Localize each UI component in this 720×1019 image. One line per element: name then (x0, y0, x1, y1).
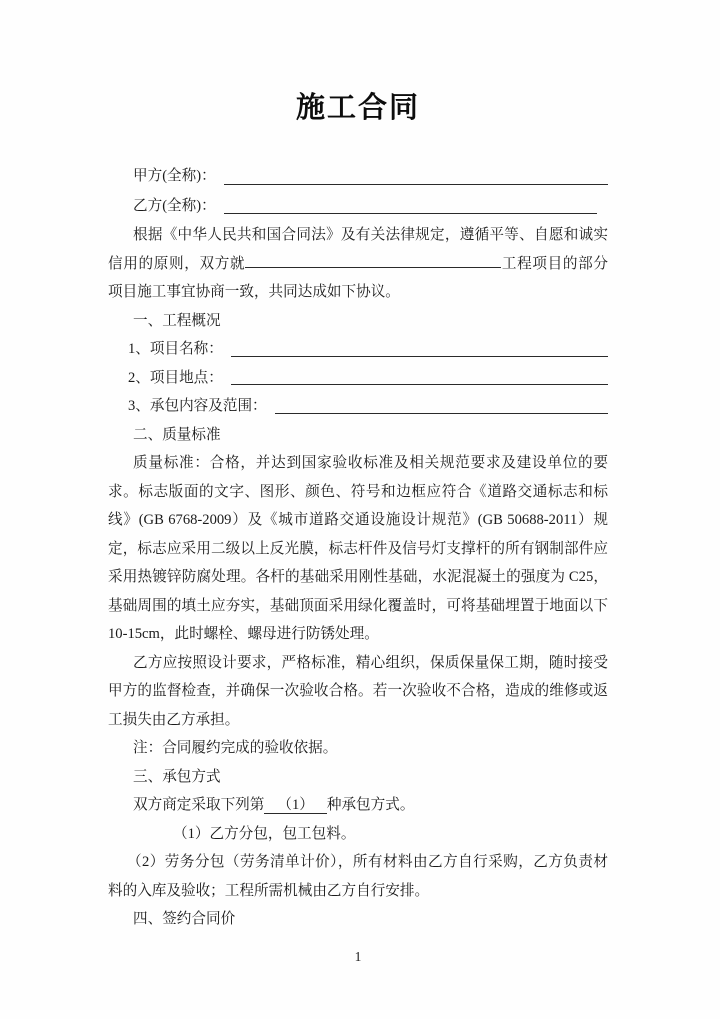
choice-text-before: 双方商定采取下列第 (133, 797, 265, 813)
intro-text-after: 工程项目的部分项目施工事宜协商一致，共同达成如下协议。 (108, 255, 608, 300)
project-location-label: 2、项目地点： (128, 369, 223, 386)
document-title: 施工合同 (295, 90, 420, 124)
page-number: 1 (354, 948, 362, 964)
party-a-label: 甲方(全称)： (133, 168, 216, 184)
project-name-blank-line (231, 335, 608, 357)
section-1-heading: 一、工程概况 (133, 312, 221, 329)
project-blank-line (245, 252, 501, 268)
contract-scope-label: 3、承包内容及范围： (128, 398, 267, 414)
party-b-blank-line (224, 192, 597, 215)
party-b-label: 乙方(全称)： (133, 197, 216, 214)
intro-text-before: 根据《中华人民共和国合同法》及有关法律规定，遵循平等、自愿和诚实信用的原则，双方就 (108, 227, 608, 272)
choice-selected-value: （1） (264, 797, 327, 814)
party-b-row (108, 192, 608, 222)
project-name-row (108, 335, 608, 364)
section-2-heading: 二、质量标准 (133, 426, 221, 443)
choice-text-after: 种承包方式。 (326, 797, 415, 813)
contracting-choice-line (108, 791, 608, 820)
contracting-option-1: （1）乙方分包，包工包料。 (173, 825, 356, 842)
quality-standard-paragraph: 质量标准：合格，并达到国家验收标准及相关规范要求及建设单位的要求。标志版面的文字、图形、颜色、符号和边框应符合《道路交通标志和标线》(GB 6768-2009）及《城市道路交通设施设计规范》(GB 50688-2011）规定，标志应采用二级以上反光膜，标志杆件及信号灯支撑杆的所有钢制部件应采用热镀锌防腐处理。各杆的基础采用刚性基础，水泥混凝土的强度为 C25，基础周围的填土应夯实，基础顶面采用绿化覆盖时，可将基础埋置于地面以下 10-15cm，此时螺栓、螺母进行防锈处理。 (108, 455, 608, 642)
section-4-heading: 四、签约合同价 (133, 911, 236, 927)
party-a-blank-line (224, 162, 608, 185)
intro-paragraph (108, 221, 608, 307)
contract-scope-blank-line (275, 392, 608, 414)
contract-scope-row (108, 392, 608, 421)
quality-obligation-paragraph: 乙方应按照设计要求，严格标准，精心组织，保质保量保工期，随时接受甲方的监督检查，并确保一次验收合格。若一次验收不合格，造成的维修或返工损失由乙方承担。 (108, 654, 608, 728)
section-3-heading: 三、承包方式 (133, 768, 221, 785)
project-location-row (108, 364, 608, 393)
party-a-row (108, 162, 608, 192)
project-location-blank-line (231, 364, 608, 386)
project-name-label: 1、项目名称： (128, 341, 223, 357)
contracting-option-2: （2）劳务分包（劳务清单计价），所有材料由乙方自行采购，乙方负责材料的入库及验收；工程所需机械由乙方自行安排。 (108, 854, 608, 899)
quality-note: 注：合同履约完成的验收依据。 (133, 740, 338, 756)
